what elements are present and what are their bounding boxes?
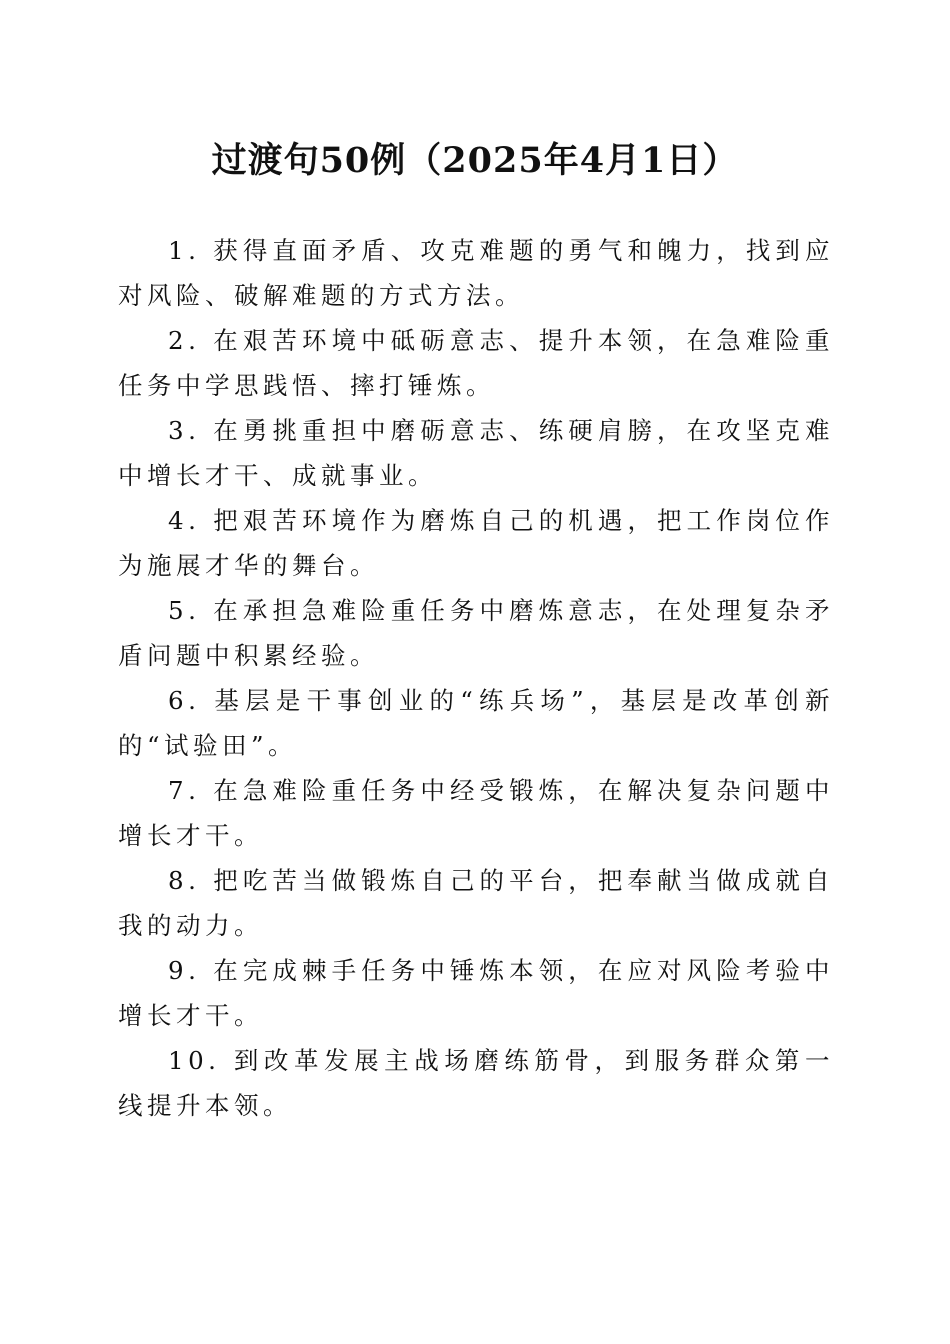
list-item: 7. 在急难险重任务中经受锻炼，在解决复杂问题中增长才干。: [118, 776, 834, 850]
list-item: 9. 在完成棘手任务中锤炼本领，在应对风险考验中增长才干。: [118, 956, 834, 1030]
document-title: 过渡句50例（2025年4月1日）: [211, 140, 739, 181]
list-item: 3. 在勇挑重担中磨砺意志、练硬肩膀，在攻坚克难中增长才干、成就事业。: [118, 416, 834, 490]
list-item: 1. 获得直面矛盾、攻克难题的勇气和魄力，找到应对风险、破解难题的方式方法。: [118, 236, 834, 310]
document-body: [118, 228, 834, 1128]
list-item: 4. 把艰苦环境作为磨炼自己的机遇，把工作岗位作为施展才华的舞台。: [118, 506, 834, 580]
list-item: 10. 到改革发展主战场磨练筋骨，到服务群众第一线提升本领。: [118, 1046, 834, 1120]
list-item: 8. 把吃苦当做锻炼自己的平台，把奉献当做成就自我的动力。: [118, 866, 834, 940]
list-item: 2. 在艰苦环境中砥砺意志、提升本领，在急难险重任务中学思践悟、摔打锤炼。: [118, 326, 834, 400]
list-item: 5. 在承担急难险重任务中磨炼意志，在处理复杂矛盾问题中积累经验。: [118, 596, 834, 670]
list-item: 6. 基层是干事创业的“练兵场”，基层是改革创新的“试验田”。: [118, 686, 834, 760]
